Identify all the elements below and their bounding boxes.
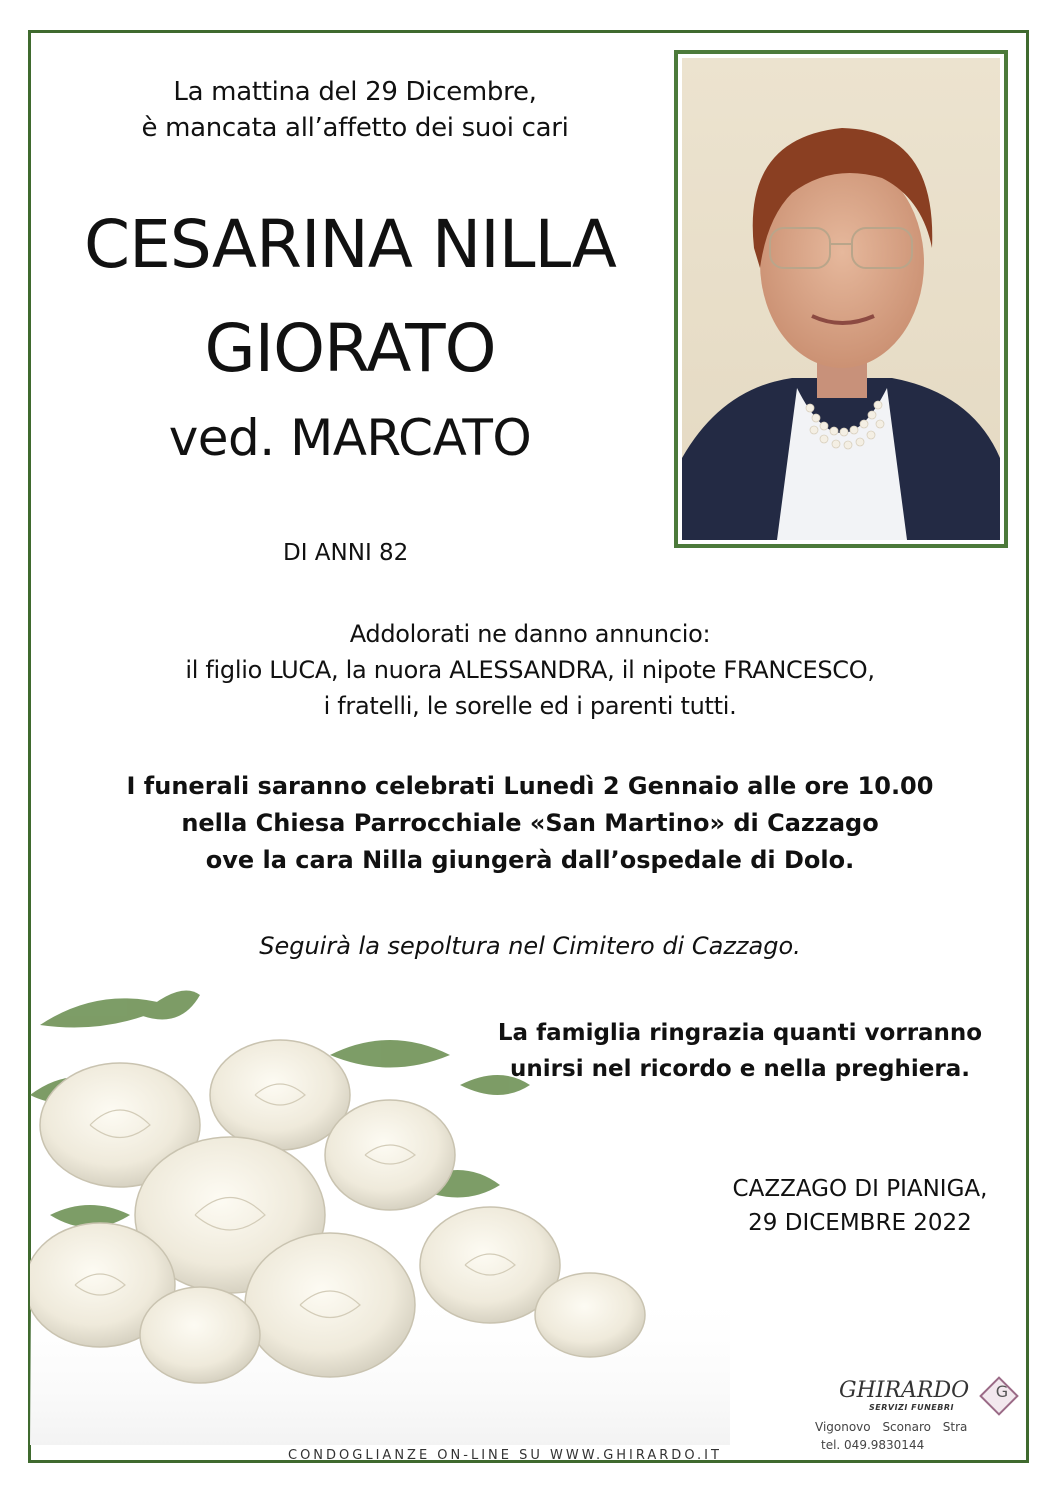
- burial-note: Seguirà la sepoltura nel Cimitero di Cazzago.: [259, 932, 801, 960]
- funeral-home-logo: [815, 1378, 1025, 1468]
- funeral-line-1: I funerali saranno celebrati Lunedì 2 Gennaio alle ore 10.00: [126, 772, 934, 800]
- logo-towns: Vigonovo Sconaro Stra: [815, 1420, 968, 1434]
- announcement-line-3: i fratelli, le sorelle ed i parenti tutti.: [323, 692, 737, 720]
- announcement-line-1: Addolorati ne danno annuncio:: [349, 620, 711, 648]
- funeral-details: [60, 768, 1000, 879]
- family-thanks: [460, 1015, 1020, 1087]
- deceased-surname: GIORATO: [204, 310, 496, 387]
- announcement-line-2: il figlio LUCA, la nuora ALESSANDRA, il nipote FRANCESCO,: [185, 656, 875, 684]
- logo-mark-letter: G: [995, 1382, 1009, 1401]
- logo-phone: tel. 049.9830144: [821, 1438, 925, 1452]
- funeral-line-3: ove la cara Nilla giungerà dall’ospedale di Dolo.: [205, 846, 855, 874]
- condolences-footer: CONDOGLIANZE ON-LINE SU WWW.GHIRARDO.IT: [288, 1448, 722, 1463]
- logo-subtitle: SERVIZI FUNEBRI: [869, 1403, 954, 1412]
- portrait-frame: [674, 50, 1008, 548]
- date: 29 DICEMBRE 2022: [748, 1210, 972, 1236]
- deceased-age: DI ANNI 82: [283, 540, 409, 566]
- funeral-line-2: nella Chiesa Parrocchiale «San Martino» di Cazzago: [181, 809, 879, 837]
- thanks-line-2: unirsi nel ricordo e nella preghiera.: [510, 1056, 970, 1082]
- portrait-photo: [682, 58, 1000, 540]
- logo-name: GHIRARDO: [839, 1378, 970, 1403]
- intro-line-1: La mattina del 29 Dicembre,: [173, 77, 537, 107]
- place-and-date: [720, 1172, 1000, 1240]
- deceased-married-name: ved. MARCATO: [168, 409, 532, 467]
- intro-text: [120, 74, 590, 146]
- intro-line-2: è mancata all’affetto dei suoi cari: [141, 113, 569, 143]
- announcement: [60, 616, 1000, 724]
- thanks-line-1: La famiglia ringrazia quanti vorranno: [497, 1020, 983, 1046]
- place: CAZZAGO DI PIANIGA,: [732, 1176, 988, 1202]
- deceased-first-names: CESARINA NILLA: [84, 206, 616, 283]
